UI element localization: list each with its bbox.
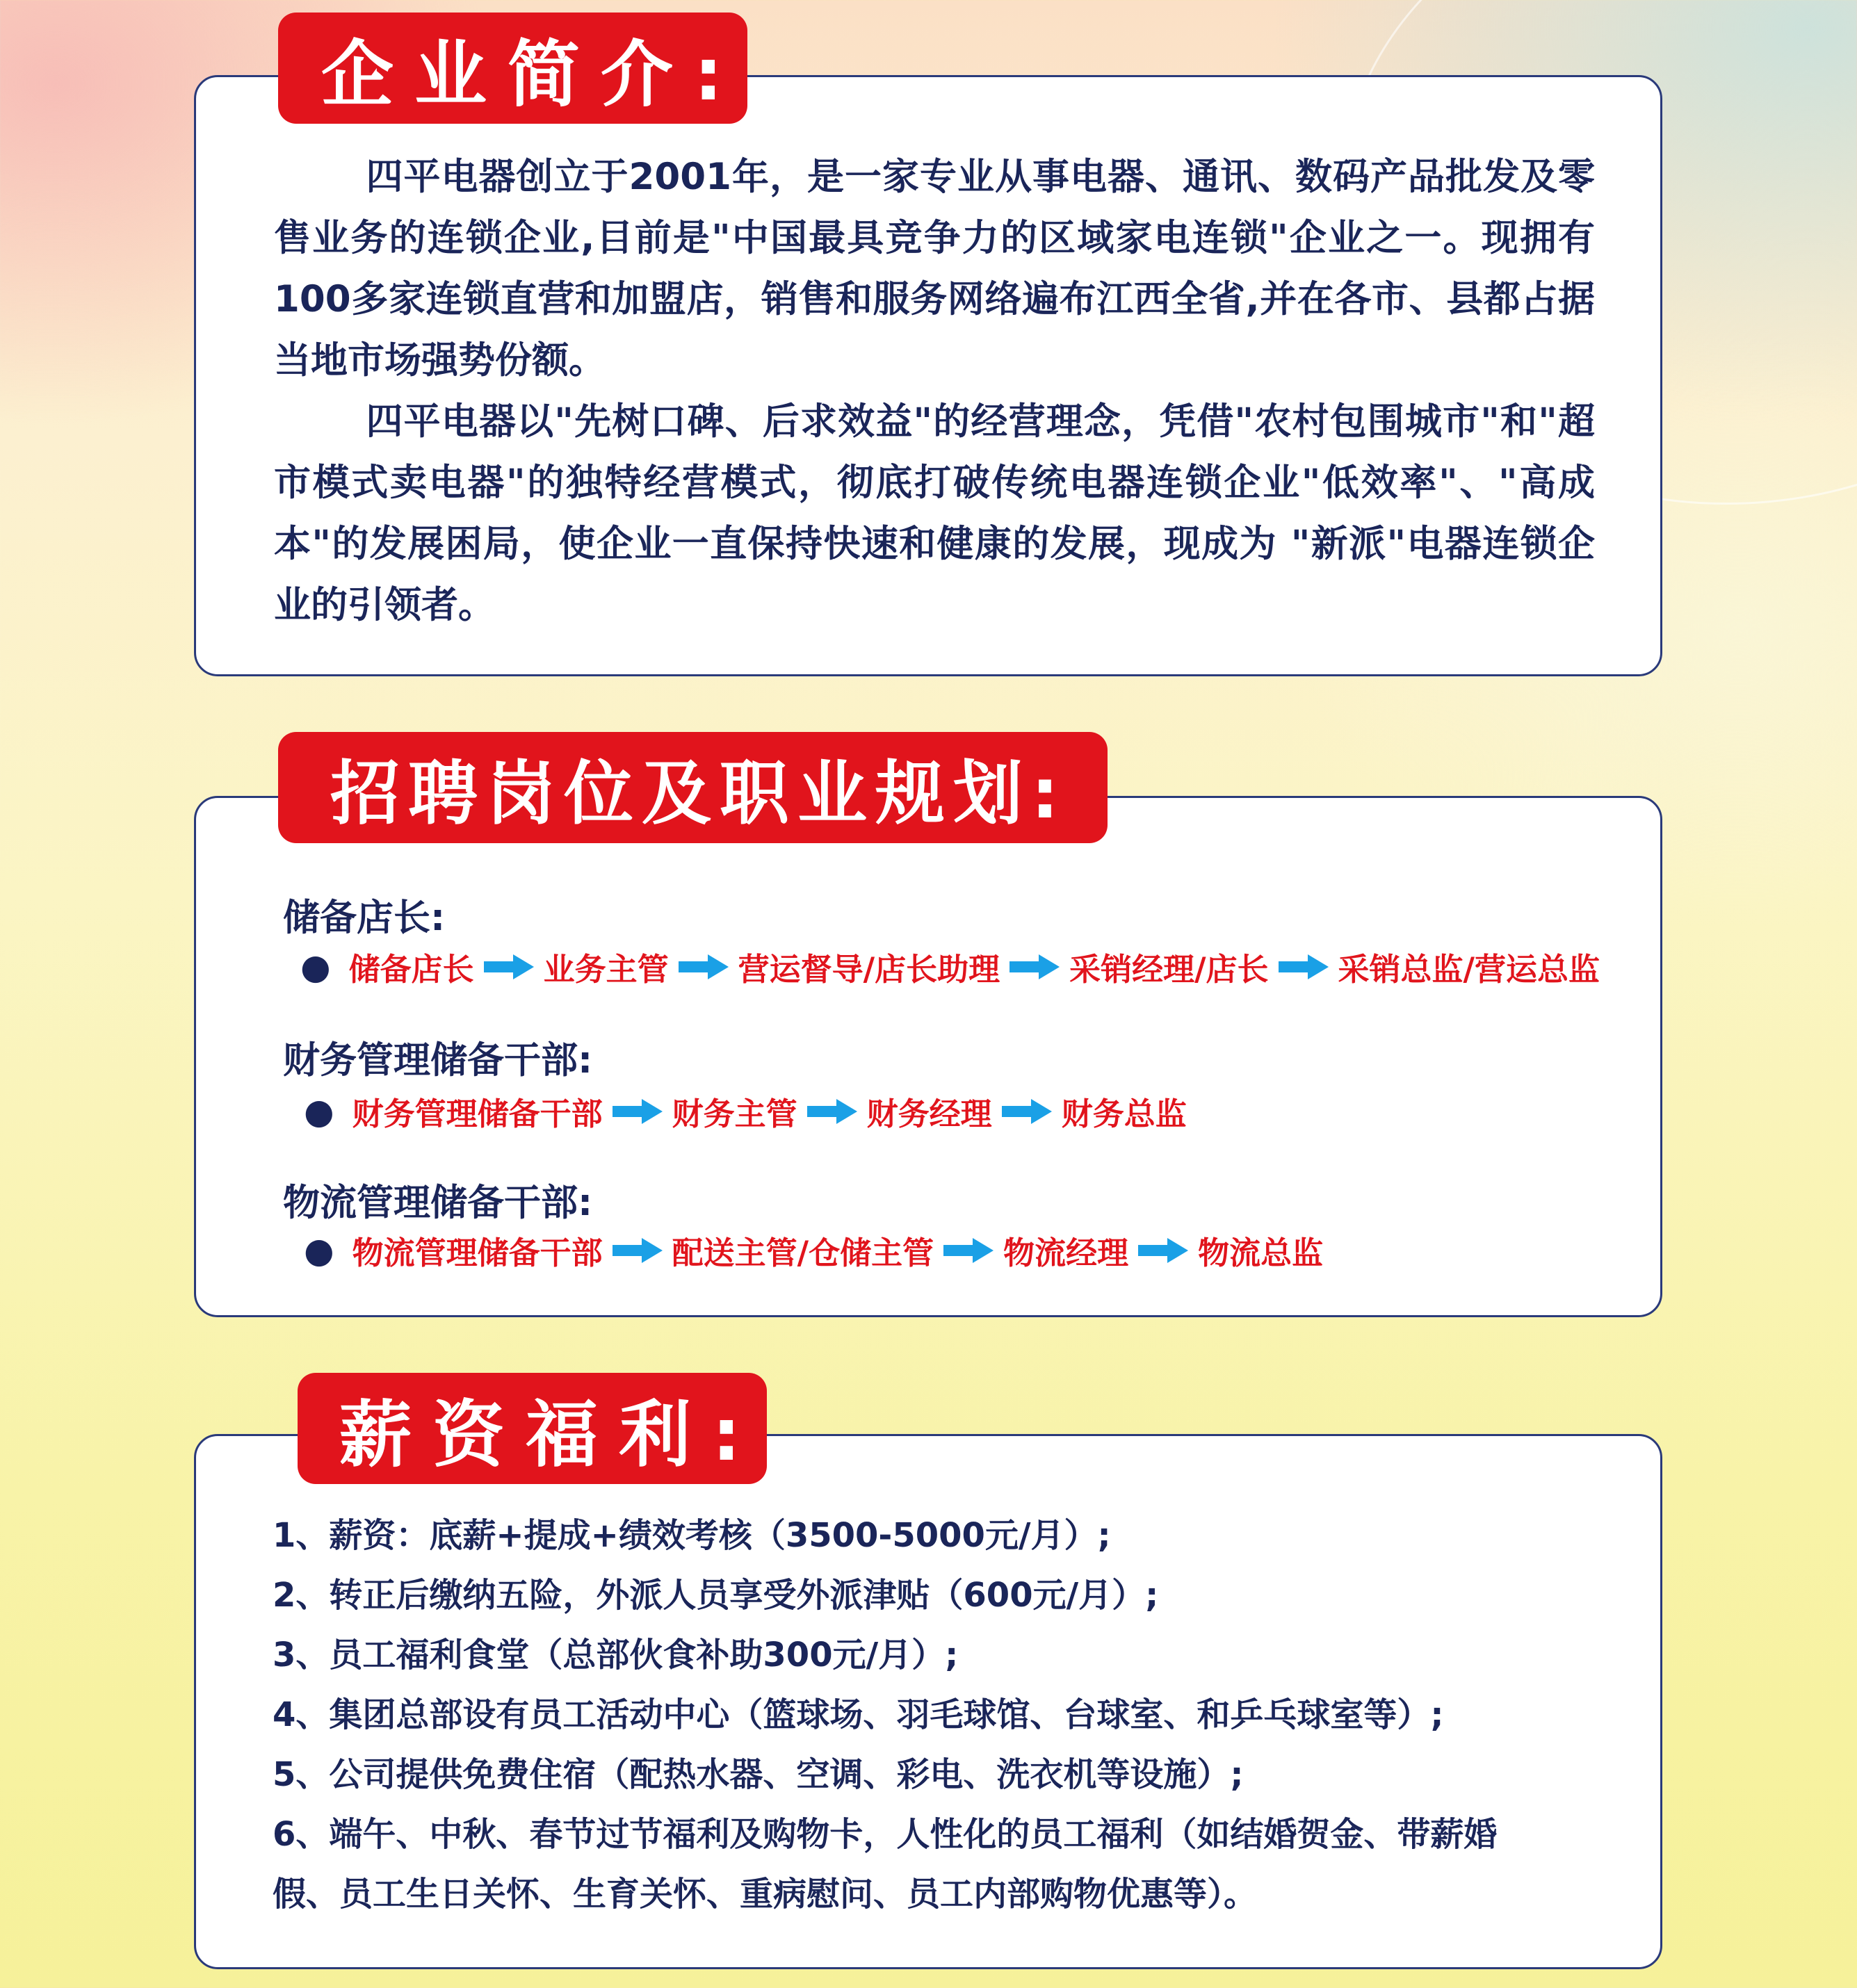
benefit-item: 5、公司提供免费住宿（配热水器、空调、彩电、洗衣机等设施）;	[273, 1755, 1244, 1794]
intro-paragraph-1: 四平电器创立于2001年，是一家专业从事电器、通讯、数码产品批发及零售业务的连锁企业,目前是"中国最具竞争力的区域家电连锁"企业之一。现拥有100多家连锁直营和加盟店，销售和服务网络遍布江西全省,并在各市、县都占据当地市场强势份额。	[274, 156, 1595, 382]
career-step: 储备店长	[348, 951, 474, 988]
career-step: 财务经理	[866, 1095, 992, 1132]
career-step: 物流经理	[1003, 1235, 1129, 1271]
career-track-title: 储备店长:	[283, 897, 446, 939]
arrow-right-icon	[1138, 1237, 1188, 1264]
intro-title: 企业简介:	[278, 13, 747, 124]
benefit-item: 3、员工福利食堂（总部伙食补助300元/月）;	[273, 1636, 959, 1675]
career-step: 配送主管/仓储主管	[672, 1235, 934, 1271]
arrow-right-icon	[1009, 953, 1060, 981]
career-step: 营运督导/店长助理	[738, 951, 1000, 988]
arrow-right-icon	[679, 953, 729, 981]
arrow-right-icon	[807, 1098, 857, 1125]
career-track-title: 财务管理储备干部:	[283, 1039, 593, 1082]
arrow-right-icon	[613, 1237, 663, 1264]
benefit-item: 1、薪资：底薪+提成+绩效考核（3500-5000元/月）;	[273, 1516, 1111, 1555]
benefits-title: 薪资福利:	[298, 1373, 767, 1484]
arrow-right-icon	[484, 953, 534, 981]
career-track-path	[300, 944, 1600, 989]
career-step: 财务管理储备干部	[352, 1095, 603, 1132]
benefit-item: 2、转正后缴纳五险，外派人员享受外派津贴（600元/月）;	[273, 1576, 1159, 1615]
bullet-icon: ●	[304, 1091, 334, 1132]
career-track-path	[304, 1228, 1323, 1273]
career-step: 业务主管	[543, 951, 669, 988]
intro-text	[274, 147, 1595, 636]
bullet-icon: ●	[300, 946, 331, 987]
career-track-title: 物流管理储备干部:	[283, 1182, 593, 1224]
benefit-item: 4、集团总部设有员工活动中心（篮球场、羽毛球馆、台球室、和乒乓球室等）;	[273, 1695, 1444, 1734]
benefits-panel	[194, 1434, 1662, 1969]
intro-paragraph-2: 四平电器以"先树口碑、后求效益"的经营理念，凭借"农村包围城市"和"超市模式卖电器"的独特经营模式，彻底打破传统电器连锁企业"低效率"、"高成本"的发展困局，使企业一直保持快速和健康的发展，现成为 "新派"电器连锁企业的引领者。	[274, 400, 1595, 626]
bullet-icon: ●	[304, 1230, 334, 1271]
arrow-right-icon	[613, 1098, 663, 1125]
career-step: 物流总监	[1198, 1235, 1324, 1271]
arrow-right-icon	[1002, 1098, 1052, 1125]
intro-panel	[194, 75, 1662, 676]
career-step: 采销经理/店长	[1069, 951, 1269, 988]
career-track-path	[304, 1089, 1187, 1134]
benefit-item: 假、员工生日关怀、生育关怀、重病慰问、员工内部购物优惠等）。	[273, 1875, 1258, 1914]
career-step: 采销总监/营运总监	[1338, 951, 1600, 988]
career-step: 财务主管	[672, 1095, 797, 1132]
career-title: 招聘岗位及职业规划:	[278, 732, 1108, 843]
career-step: 物流管理储备干部	[352, 1235, 603, 1271]
benefits-list	[273, 1506, 1607, 1924]
career-panel	[194, 796, 1662, 1317]
arrow-right-icon	[943, 1237, 994, 1264]
arrow-right-icon	[1279, 953, 1329, 981]
career-step: 财务总监	[1061, 1095, 1187, 1132]
benefit-item: 6、端午、中秋、春节过节福利及购物卡，人性化的员工福利（如结婚贺金、带薪婚	[273, 1815, 1498, 1854]
